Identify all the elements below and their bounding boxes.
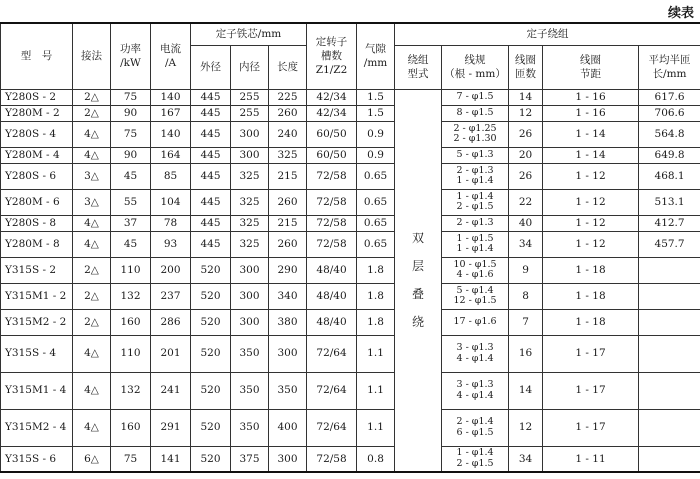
cell-inner-diameter: 300 bbox=[231, 121, 269, 147]
wire-spec-line: 10 - φ1.5 bbox=[453, 258, 497, 270]
cell-model: Y280M - 4 bbox=[1, 147, 73, 163]
cell-avg-half-turn: 457.7 bbox=[639, 231, 700, 257]
cell-power: 132 bbox=[111, 283, 151, 309]
cell-power: 110 bbox=[111, 257, 151, 283]
cell-outer-diameter: 445 bbox=[191, 121, 231, 147]
cell-connection: 2△ bbox=[73, 89, 111, 105]
cell-length: 260 bbox=[269, 105, 307, 121]
table-row bbox=[1, 163, 700, 189]
cell-coil-turns: 7 bbox=[509, 309, 543, 335]
cell-avg-half-turn: 513.1 bbox=[639, 189, 700, 215]
cell-avg-half-turn bbox=[639, 283, 700, 309]
cell-inner-diameter: 300 bbox=[231, 257, 269, 283]
header-coil-pitch: 线圈 节距 bbox=[543, 45, 639, 89]
table-row bbox=[1, 409, 700, 446]
table-row bbox=[1, 189, 700, 215]
cell-wire-spec bbox=[442, 335, 509, 372]
cell-air-gap: 1.5 bbox=[357, 105, 395, 121]
cell-avg-half-turn bbox=[639, 409, 700, 446]
cell-inner-diameter: 255 bbox=[231, 89, 269, 105]
cell-outer-diameter: 445 bbox=[191, 189, 231, 215]
cell-power: 75 bbox=[111, 446, 151, 472]
cell-inner-diameter: 375 bbox=[231, 446, 269, 472]
cell-air-gap: 1.1 bbox=[357, 335, 395, 372]
cell-inner-diameter: 350 bbox=[231, 372, 269, 409]
cell-avg-half-turn bbox=[639, 257, 700, 283]
cell-air-gap: 0.65 bbox=[357, 231, 395, 257]
header-avg-half-turn: 平均半匝 长/mm bbox=[639, 45, 700, 89]
cell-power: 132 bbox=[111, 372, 151, 409]
cell-length: 300 bbox=[269, 446, 307, 472]
cell-wire-spec bbox=[442, 105, 509, 121]
cell-wire-spec bbox=[442, 215, 509, 231]
cell-current: 291 bbox=[151, 409, 191, 446]
table-row bbox=[1, 215, 700, 231]
cell-wire-spec bbox=[442, 309, 509, 335]
cell-length: 380 bbox=[269, 309, 307, 335]
wire-spec-line: 7 - φ1.5 bbox=[456, 90, 494, 102]
cell-avg-half-turn bbox=[639, 372, 700, 409]
cell-power: 160 bbox=[111, 409, 151, 446]
cell-coil-turns: 20 bbox=[509, 147, 543, 163]
cell-power: 160 bbox=[111, 309, 151, 335]
cell-outer-diameter: 445 bbox=[191, 215, 231, 231]
table-body bbox=[1, 89, 700, 472]
cell-current: 85 bbox=[151, 163, 191, 189]
cell-model: Y280S - 8 bbox=[1, 215, 73, 231]
cell-slots: 42/34 bbox=[307, 105, 357, 121]
cell-inner-diameter: 325 bbox=[231, 215, 269, 231]
cell-wire-spec bbox=[442, 121, 509, 147]
cell-air-gap: 0.8 bbox=[357, 446, 395, 472]
cell-air-gap: 0.65 bbox=[357, 163, 395, 189]
table-row bbox=[1, 446, 700, 472]
cell-outer-diameter: 520 bbox=[191, 335, 231, 372]
cell-outer-diameter: 445 bbox=[191, 163, 231, 189]
cell-slots: 48/40 bbox=[307, 283, 357, 309]
cell-slots: 48/40 bbox=[307, 309, 357, 335]
table-row bbox=[1, 231, 700, 257]
header-wire-spec: 线规 （根 - mm） bbox=[442, 45, 509, 89]
cell-inner-diameter: 350 bbox=[231, 409, 269, 446]
cell-length: 290 bbox=[269, 257, 307, 283]
cell-current: 200 bbox=[151, 257, 191, 283]
cell-power: 75 bbox=[111, 89, 151, 105]
header-length: 长度 bbox=[269, 45, 307, 89]
cell-connection: 4△ bbox=[73, 121, 111, 147]
cell-coil-pitch: 1 - 12 bbox=[543, 215, 639, 231]
cell-coil-pitch: 1 - 12 bbox=[543, 231, 639, 257]
cell-length: 340 bbox=[269, 283, 307, 309]
cell-slots: 42/34 bbox=[307, 89, 357, 105]
cell-coil-pitch: 1 - 16 bbox=[543, 105, 639, 121]
cell-model: Y315S - 2 bbox=[1, 257, 73, 283]
cell-coil-pitch: 1 - 18 bbox=[543, 257, 639, 283]
cell-wire-spec bbox=[442, 283, 509, 309]
cell-connection: 4△ bbox=[73, 215, 111, 231]
table-row bbox=[1, 309, 700, 335]
cell-coil-turns: 34 bbox=[509, 231, 543, 257]
cell-power: 45 bbox=[111, 231, 151, 257]
cell-connection: 2△ bbox=[73, 283, 111, 309]
cell-air-gap: 1.8 bbox=[357, 309, 395, 335]
cell-length: 215 bbox=[269, 163, 307, 189]
cell-coil-pitch: 1 - 18 bbox=[543, 309, 639, 335]
table-row bbox=[1, 121, 700, 147]
header-stator-core: 定子铁芯/mm bbox=[191, 23, 307, 45]
cell-air-gap: 1.1 bbox=[357, 409, 395, 446]
cell-wire-spec bbox=[442, 409, 509, 446]
wire-spec-line: 2 - φ1.3 bbox=[456, 164, 494, 176]
table-row bbox=[1, 283, 700, 309]
cell-coil-turns: 12 bbox=[509, 105, 543, 121]
cell-power: 55 bbox=[111, 189, 151, 215]
winding-type-char: 绕 bbox=[412, 315, 425, 330]
table-row bbox=[1, 105, 700, 121]
cell-connection: 3△ bbox=[73, 189, 111, 215]
cell-outer-diameter: 520 bbox=[191, 446, 231, 472]
cell-coil-pitch: 1 - 16 bbox=[543, 89, 639, 105]
cell-slots: 72/58 bbox=[307, 163, 357, 189]
cell-model: Y315M2 - 4 bbox=[1, 409, 73, 446]
cell-coil-turns: 22 bbox=[509, 189, 543, 215]
cell-length: 350 bbox=[269, 372, 307, 409]
cell-wire-spec bbox=[442, 163, 509, 189]
cell-wire-spec bbox=[442, 446, 509, 472]
cell-length: 325 bbox=[269, 147, 307, 163]
cell-current: 167 bbox=[151, 105, 191, 121]
wire-spec-line: 3 - φ1.3 bbox=[456, 342, 494, 354]
cell-inner-diameter: 300 bbox=[231, 147, 269, 163]
cell-slots: 72/58 bbox=[307, 446, 357, 472]
header-winding-type: 绕组 型式 bbox=[395, 45, 442, 89]
cell-slots: 72/64 bbox=[307, 372, 357, 409]
cell-power: 90 bbox=[111, 147, 151, 163]
cell-wire-spec bbox=[442, 257, 509, 283]
cell-avg-half-turn bbox=[639, 309, 700, 335]
cell-wire-spec bbox=[442, 189, 509, 215]
cell-current: 140 bbox=[151, 89, 191, 105]
winding-type-char: 双 bbox=[412, 231, 425, 246]
cell-connection: 2△ bbox=[73, 105, 111, 121]
cell-outer-diameter: 445 bbox=[191, 105, 231, 121]
cell-length: 300 bbox=[269, 335, 307, 372]
cell-inner-diameter: 325 bbox=[231, 231, 269, 257]
cell-coil-turns: 26 bbox=[509, 163, 543, 189]
cell-avg-half-turn bbox=[639, 335, 700, 372]
cell-length: 240 bbox=[269, 121, 307, 147]
cell-coil-turns: 40 bbox=[509, 215, 543, 231]
cell-outer-diameter: 520 bbox=[191, 309, 231, 335]
cell-current: 93 bbox=[151, 231, 191, 257]
cell-connection: 4△ bbox=[73, 231, 111, 257]
wire-spec-line: 4 - φ1.4 bbox=[456, 352, 494, 364]
cell-inner-diameter: 325 bbox=[231, 163, 269, 189]
cell-coil-pitch: 1 - 14 bbox=[543, 147, 639, 163]
cell-inner-diameter: 325 bbox=[231, 189, 269, 215]
cell-coil-turns: 8 bbox=[509, 283, 543, 309]
cell-outer-diameter: 520 bbox=[191, 409, 231, 446]
cell-slots: 72/64 bbox=[307, 409, 357, 446]
cell-coil-turns: 34 bbox=[509, 446, 543, 472]
cell-length: 400 bbox=[269, 409, 307, 446]
cell-inner-diameter: 300 bbox=[231, 309, 269, 335]
wire-spec-line: 6 - φ1.5 bbox=[456, 426, 494, 438]
cell-power: 75 bbox=[111, 121, 151, 147]
cell-current: 78 bbox=[151, 215, 191, 231]
cell-air-gap: 1.8 bbox=[357, 257, 395, 283]
cell-air-gap: 0.65 bbox=[357, 189, 395, 215]
wire-spec-line: 4 - φ1.6 bbox=[456, 269, 494, 280]
cell-coil-turns: 16 bbox=[509, 335, 543, 372]
wire-spec-line: 2 - φ1.4 bbox=[456, 416, 494, 428]
wire-spec-line: 2 - φ1.25 bbox=[453, 122, 497, 134]
wire-spec-line: 5 - φ1.4 bbox=[456, 284, 494, 296]
table-row bbox=[1, 147, 700, 163]
cell-outer-diameter: 445 bbox=[191, 89, 231, 105]
cell-avg-half-turn: 649.8 bbox=[639, 147, 700, 163]
cell-length: 260 bbox=[269, 189, 307, 215]
cell-wire-spec bbox=[442, 231, 509, 257]
cell-length: 215 bbox=[269, 215, 307, 231]
cell-outer-diameter: 520 bbox=[191, 372, 231, 409]
cell-model: Y315S - 4 bbox=[1, 335, 73, 372]
header-connection: 接法 bbox=[73, 23, 111, 89]
cell-outer-diameter: 445 bbox=[191, 231, 231, 257]
cell-coil-pitch: 1 - 12 bbox=[543, 163, 639, 189]
wire-spec-line: 5 - φ1.3 bbox=[456, 148, 494, 160]
wire-spec-line: 2 - φ1.5 bbox=[456, 457, 494, 469]
cell-model: Y315M2 - 2 bbox=[1, 309, 73, 335]
wire-spec-line: 1 - φ1.4 bbox=[456, 243, 494, 254]
cell-outer-diameter: 520 bbox=[191, 257, 231, 283]
cell-coil-turns: 9 bbox=[509, 257, 543, 283]
cell-current: 141 bbox=[151, 446, 191, 472]
cell-connection: 3△ bbox=[73, 163, 111, 189]
cell-coil-pitch: 1 - 17 bbox=[543, 372, 639, 409]
cell-coil-turns: 12 bbox=[509, 409, 543, 446]
table-row bbox=[1, 335, 700, 372]
cell-avg-half-turn: 706.6 bbox=[639, 105, 700, 121]
cell-air-gap: 0.65 bbox=[357, 215, 395, 231]
cell-model: Y280S - 6 bbox=[1, 163, 73, 189]
cell-power: 45 bbox=[111, 163, 151, 189]
cell-current: 140 bbox=[151, 121, 191, 147]
cell-connection: 2△ bbox=[73, 257, 111, 283]
header-stator-winding: 定子绕组 bbox=[395, 23, 700, 45]
cell-avg-half-turn: 564.8 bbox=[639, 121, 700, 147]
cell-model: Y280M - 6 bbox=[1, 189, 73, 215]
cell-power: 110 bbox=[111, 335, 151, 372]
table-row bbox=[1, 89, 700, 105]
table-row bbox=[1, 257, 700, 283]
cell-wire-spec bbox=[442, 89, 509, 105]
cell-coil-turns: 14 bbox=[509, 372, 543, 409]
cell-model: Y280M - 8 bbox=[1, 231, 73, 257]
table-row bbox=[1, 372, 700, 409]
wire-spec-line: 4 - φ1.4 bbox=[456, 389, 494, 401]
cell-current: 237 bbox=[151, 283, 191, 309]
header-outer-diameter: 外径 bbox=[191, 45, 231, 89]
cell-model: Y315M1 - 4 bbox=[1, 372, 73, 409]
cell-slots: 72/58 bbox=[307, 189, 357, 215]
cell-avg-half-turn bbox=[639, 446, 700, 472]
cell-inner-diameter: 255 bbox=[231, 105, 269, 121]
cell-current: 104 bbox=[151, 189, 191, 215]
cell-slots: 60/50 bbox=[307, 147, 357, 163]
cell-inner-diameter: 300 bbox=[231, 283, 269, 309]
cell-slots: 72/58 bbox=[307, 231, 357, 257]
cell-inner-diameter: 350 bbox=[231, 335, 269, 372]
cell-air-gap: 1.1 bbox=[357, 372, 395, 409]
continued-label: 续表 bbox=[667, 6, 694, 21]
cell-air-gap: 0.9 bbox=[357, 121, 395, 147]
wire-spec-line: 2 - φ1.30 bbox=[453, 133, 497, 144]
cell-current: 286 bbox=[151, 309, 191, 335]
wire-spec-line: 1 - φ1.4 bbox=[456, 190, 494, 202]
cell-power: 37 bbox=[111, 215, 151, 231]
wire-spec-line: 1 - φ1.5 bbox=[456, 232, 494, 244]
wire-spec-line: 1 - φ1.4 bbox=[456, 175, 494, 186]
cell-wire-spec bbox=[442, 372, 509, 409]
cell-wire-spec bbox=[442, 147, 509, 163]
cell-length: 225 bbox=[269, 89, 307, 105]
cell-avg-half-turn: 617.6 bbox=[639, 89, 700, 105]
cell-model: Y315M1 - 2 bbox=[1, 283, 73, 309]
winding-type-char: 层 bbox=[412, 259, 425, 274]
header-model: 型 号 bbox=[1, 23, 73, 89]
cell-slots: 72/64 bbox=[307, 335, 357, 372]
header-air-gap: 气隙 /mm bbox=[357, 23, 395, 89]
cell-connection: 4△ bbox=[73, 409, 111, 446]
cell-air-gap: 1.5 bbox=[357, 89, 395, 105]
cell-length: 260 bbox=[269, 231, 307, 257]
cell-avg-half-turn: 468.1 bbox=[639, 163, 700, 189]
cell-air-gap: 0.9 bbox=[357, 147, 395, 163]
cell-avg-half-turn: 412.7 bbox=[639, 215, 700, 231]
cell-coil-pitch: 1 - 11 bbox=[543, 446, 639, 472]
cell-coil-turns: 14 bbox=[509, 89, 543, 105]
cell-current: 241 bbox=[151, 372, 191, 409]
wire-spec-line: 2 - φ1.3 bbox=[456, 216, 494, 228]
cell-connection: 6△ bbox=[73, 446, 111, 472]
motor-winding-table bbox=[0, 22, 700, 473]
cell-model: Y315S - 6 bbox=[1, 446, 73, 472]
wire-spec-line: 12 - φ1.5 bbox=[453, 295, 497, 306]
cell-connection: 4△ bbox=[73, 335, 111, 372]
cell-model: Y280S - 2 bbox=[1, 89, 73, 105]
cell-connection: 4△ bbox=[73, 147, 111, 163]
cell-slots: 60/50 bbox=[307, 121, 357, 147]
cell-coil-pitch: 1 - 18 bbox=[543, 283, 639, 309]
cell-connection: 4△ bbox=[73, 372, 111, 409]
cell-outer-diameter: 445 bbox=[191, 147, 231, 163]
cell-current: 164 bbox=[151, 147, 191, 163]
cell-power: 90 bbox=[111, 105, 151, 121]
cell-winding-type bbox=[395, 89, 442, 472]
cell-air-gap: 1.8 bbox=[357, 283, 395, 309]
header-slots: 定转子 槽数 Z1/Z2 bbox=[307, 23, 357, 89]
wire-spec-line: 17 - φ1.6 bbox=[453, 315, 497, 327]
cell-slots: 72/58 bbox=[307, 215, 357, 231]
cell-coil-pitch: 1 - 12 bbox=[543, 189, 639, 215]
cell-outer-diameter: 520 bbox=[191, 283, 231, 309]
header-current: 电流 /A bbox=[151, 23, 191, 89]
cell-current: 201 bbox=[151, 335, 191, 372]
header-power: 功率 /kW bbox=[111, 23, 151, 89]
winding-type-char: 叠 bbox=[412, 287, 425, 302]
wire-spec-line: 2 - φ1.5 bbox=[456, 201, 494, 212]
cell-connection: 2△ bbox=[73, 309, 111, 335]
header-coil-turns: 线圈 匝数 bbox=[509, 45, 543, 89]
cell-coil-pitch: 1 - 17 bbox=[543, 409, 639, 446]
cell-model: Y280S - 4 bbox=[1, 121, 73, 147]
wire-spec-line: 1 - φ1.4 bbox=[456, 447, 494, 459]
cell-model: Y280M - 2 bbox=[1, 105, 73, 121]
cell-coil-pitch: 1 - 14 bbox=[543, 121, 639, 147]
cell-slots: 48/40 bbox=[307, 257, 357, 283]
header-inner-diameter: 内径 bbox=[231, 45, 269, 89]
cell-coil-pitch: 1 - 17 bbox=[543, 335, 639, 372]
cell-coil-turns: 26 bbox=[509, 121, 543, 147]
wire-spec-line: 8 - φ1.5 bbox=[456, 106, 494, 118]
wire-spec-line: 3 - φ1.3 bbox=[456, 379, 494, 391]
